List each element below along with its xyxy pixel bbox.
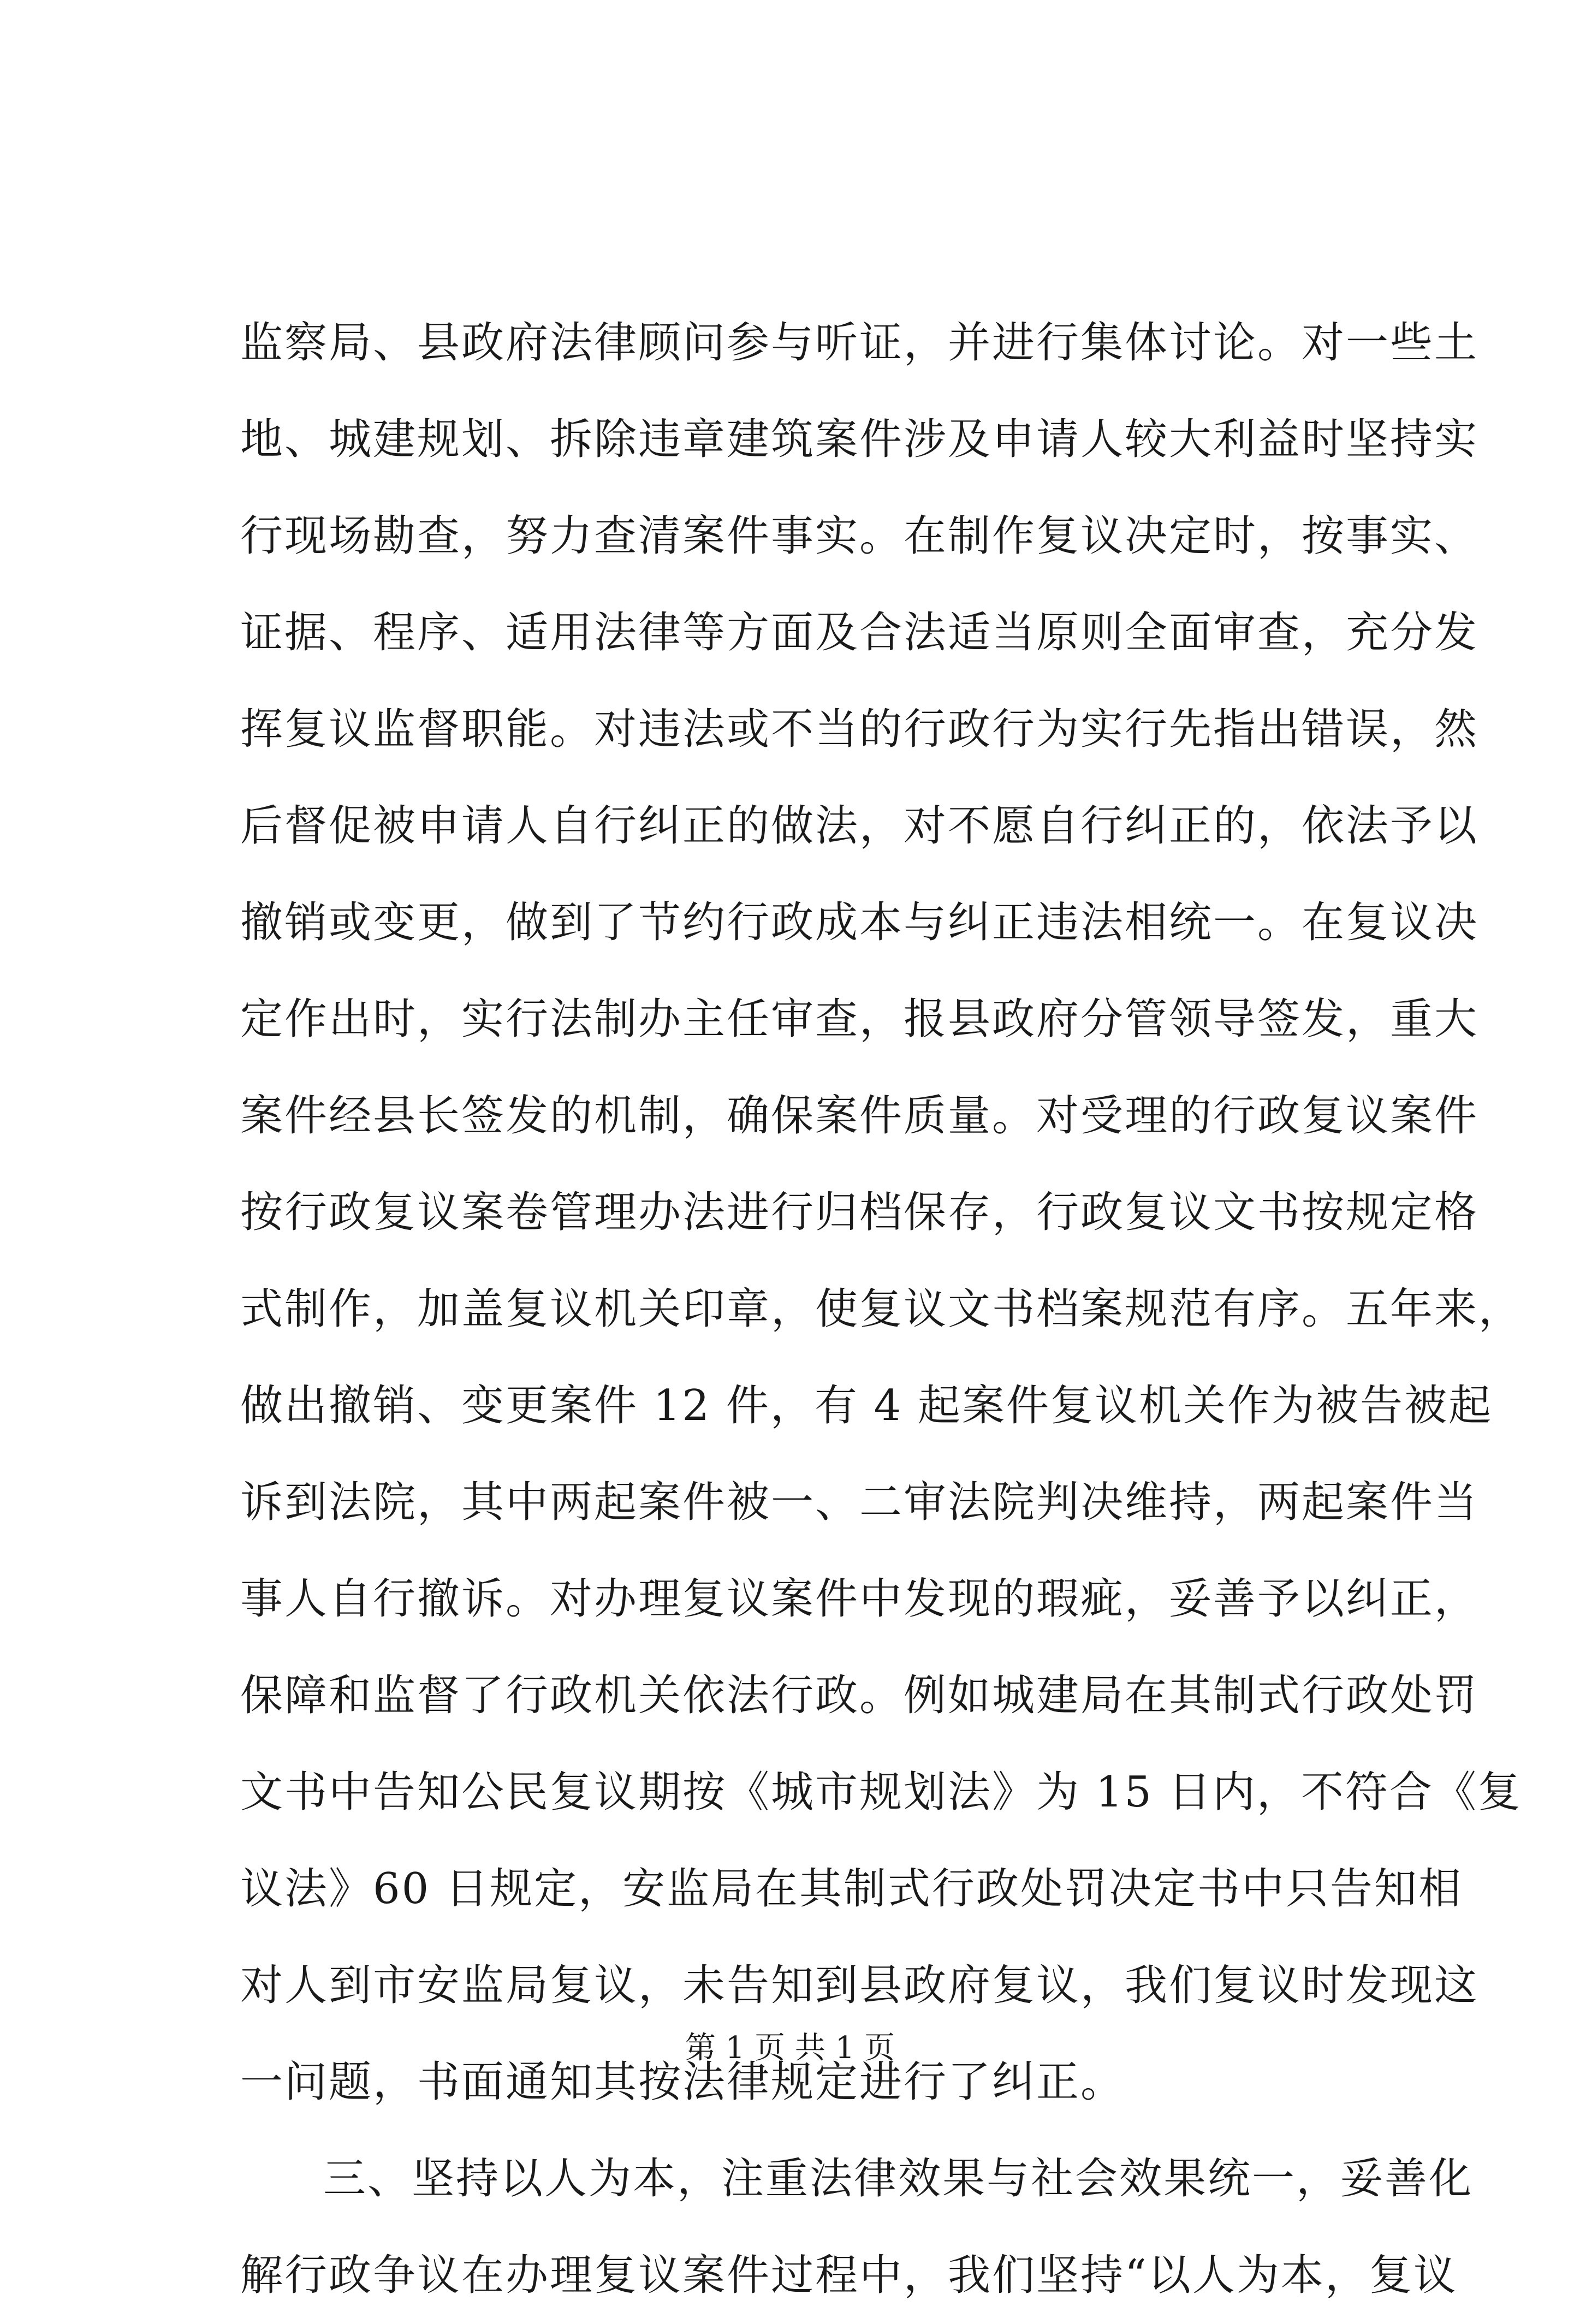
- text-line: 解行政争议在办理复议案件过程中，我们坚持“以人为本，复议: [240, 2251, 1458, 2300]
- text-line: 挥复议监督职能。对违法或不当的行政行为实行先指出错误，然: [240, 705, 1479, 754]
- text-line: 按行政复议案卷管理办法进行归档保存，行政复议文书按规定格: [240, 1188, 1479, 1237]
- text-line: 撤销或变更，做到了节约行政成本与纠正违法相统一。在复议决: [240, 898, 1479, 947]
- text-line: 议法》60 日规定，安监局在其制式行政处罚决定书中只告知相: [240, 1864, 1463, 1913]
- section-heading-line: 三、坚持以人为本，注重法律效果与社会效果统一，妥善化: [323, 2154, 1474, 2203]
- text-line: 定作出时，实行法制办主任审查，报县政府分管领导签发，重大: [240, 995, 1479, 1044]
- text-line: 后督促被申请人自行纠正的做法，对不愿自行纠正的，依法予以: [240, 801, 1479, 851]
- page-number-label: 第 1 页 共 1 页: [685, 2030, 895, 2066]
- text-line: 式制作，加盖复议机关印章，使复议文书档案规范有序。五年来，: [240, 1285, 1523, 1334]
- text-line: 保障和监督了行政机关依法行政。例如城建局在其制式行政处罚: [240, 1671, 1479, 1720]
- text-line: 行现场勘查，努力查清案件事实。在制作复议决定时，按事实、: [240, 512, 1479, 561]
- text-line: 证据、程序、适用法律等方面及合法适当原则全面审查，充分发: [240, 608, 1479, 657]
- text-line: 文书中告知公民复议期按《城市规划法》为 15 日内，不符合《复: [240, 1768, 1522, 1817]
- page-footer: [0, 2026, 1580, 2070]
- text-line: 监察局、县政府法律顾问参与听证，并进行集体讨论。对一些土: [240, 318, 1479, 367]
- paragraph-last-line: 一问题，书面通知其按法律规定进行了纠正。: [240, 2058, 1125, 2107]
- text-line: 事人自行撤诉。对办理复议案件中发现的瑕疵，妥善予以纠正，: [240, 1574, 1479, 1624]
- text-line: 诉到法院，其中两起案件被一、二审法院判决维持，两起案件当: [240, 1478, 1479, 1527]
- document-body: [240, 295, 1523, 2324]
- text-line: 地、城建规划、拆除违章建筑案件涉及申请人较大利益时坚持实: [240, 415, 1479, 464]
- text-line: 做出撤销、变更案件 12 件，有 4 起案件复议机关作为被告被起: [240, 1381, 1493, 1430]
- text-line: 对人到市安监局复议，未告知到县政府复议，我们复议时发现这: [240, 1961, 1479, 2010]
- text-line: 案件经县长签发的机制，确保案件质量。对受理的行政复议案件: [240, 1091, 1479, 1140]
